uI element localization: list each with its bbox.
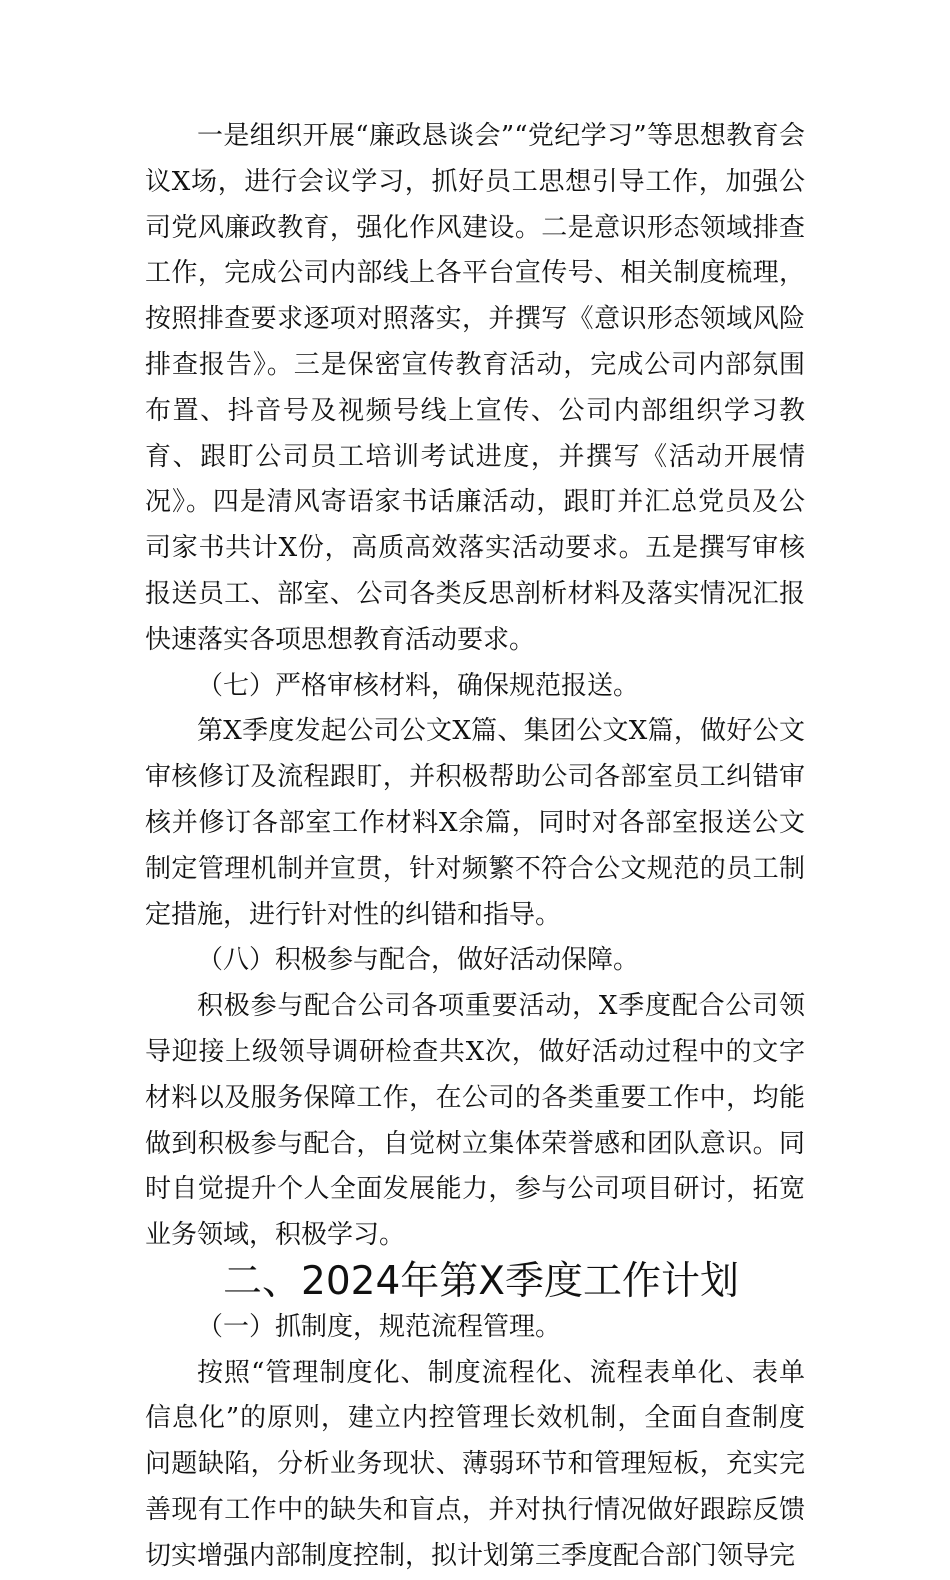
section-heading-work-plan: 二、2024年第X季度工作计划 bbox=[223, 1258, 739, 1304]
body-paragraph-document-review: 第X季度发起公司公文X篇、集团公文X篇，做好公文审核修订及流程跟盯，并积极帮助公司各部室员工纠错审核并修订各部室工作材料X余篇，同时对各部室报送公文制定管理机制并宣贯，针对频繁不符合公文规范的员工制定措施，进行针对性的纠错和指导。 bbox=[145, 716, 805, 930]
subheading-institution-management: （一）抓制度，规范流程管理。 bbox=[197, 1311, 562, 1342]
body-paragraph-activity-support: 积极参与配合公司各项重要活动，X季度配合公司领导迎接上级领导调研检查共X次，做好活动过程中的文字材料以及服务保障工作，在公司的各类重要工作中，均能做到积极参与配合，自觉树立集体荣誉感和团队意识。同时自觉提升个人全面发展能力，参与公司项目研讨，拓宽业务领域，积极学习。 bbox=[145, 991, 805, 1251]
document-page bbox=[145, 114, 805, 1580]
subheading-review-materials: （七）严格审核材料，确保规范报送。 bbox=[197, 670, 640, 701]
subheading-activity-support: （八）积极参与配合，做好活动保障。 bbox=[197, 945, 640, 976]
body-paragraph-institution-management: 按照“管理制度化、制度流程化、流程表单化、表单信息化”的原则，建立内控管理长效机制，全面自查制度问题缺陷，分析业务现状、薄弱环节和管理短板，充实完善现有工作中的缺失和盲点，并对执行情况做好跟踪反馈切实增强内部制度控制，拟计划第三季度配合部门领导完 bbox=[145, 1357, 805, 1571]
body-paragraph-ideology-education: 一是组织开展“廉政恳谈会”“党纪学习”等思想教育会议X场，进行会议学习，抓好员工思想引导工作，加强公司党风廉政教育，强化作风建设。二是意识形态领域排查工作，完成公司内部线上各平台宣传号、相关制度梳理，按照排查要求逐项对照落实，并撰写《意识形态领域风险排查报告》。三是保密宣传教育活动，完成公司内部氛围布置、抖音号及视频号线上宣传、公司内部组织学习教育、跟盯公司员工培训考试进度，并撰写《活动开展情况》。四是清风寄语家书话廉活动，跟盯并汇总党员及公司家书共计X份，高质高效落实活动要求。五是撰写审核报送员工、部室、公司各类反思剖析材料及落实情况汇报快速落实各项思想教育活动要求。 bbox=[145, 121, 805, 655]
